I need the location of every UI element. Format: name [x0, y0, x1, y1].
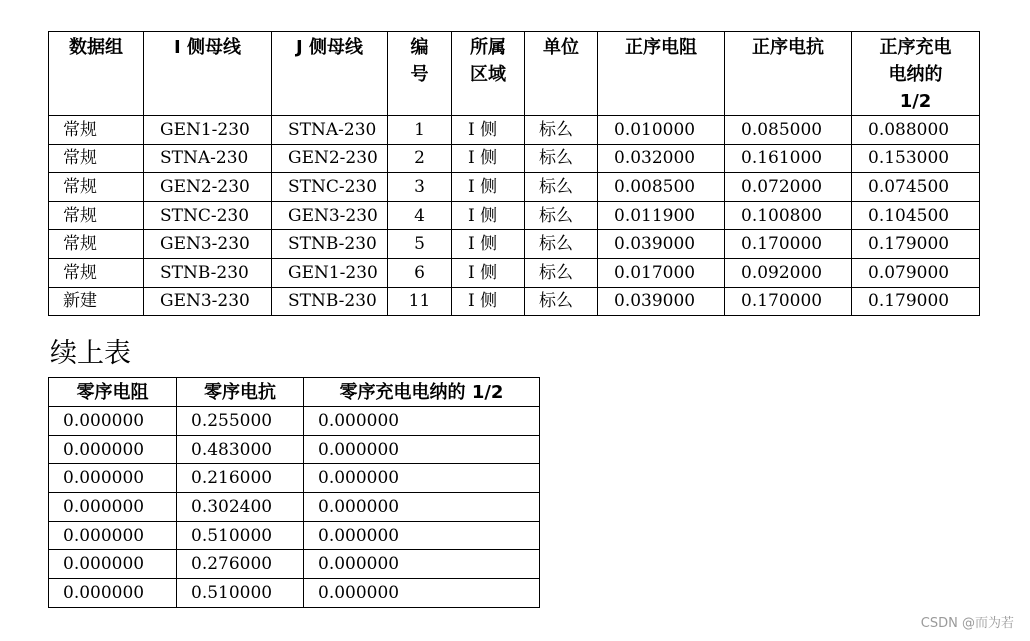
cell-j-bus: STNA-230: [272, 116, 388, 145]
header-data-group: 数据组: [49, 32, 144, 116]
header-zero-reactance: 零序电抗: [177, 378, 304, 407]
cell-positive-susceptance: 0.104500: [852, 201, 980, 230]
table-header-row: [49, 32, 980, 116]
cell-positive-susceptance: 0.079000: [852, 258, 980, 287]
cell-number: 4: [388, 201, 452, 230]
table-row: [49, 116, 980, 145]
cell-i-bus: GEN3-230: [144, 287, 272, 316]
cell-zero-resistance: 0.000000: [49, 464, 177, 493]
header-area: 所属 区域: [452, 32, 525, 116]
cell-zero-susceptance: 0.000000: [304, 550, 540, 579]
table-row: [49, 579, 540, 608]
cell-zero-resistance: 0.000000: [49, 493, 177, 522]
watermark: CSDN @而为若: [920, 616, 1014, 631]
cell-i-bus: STNB-230: [144, 258, 272, 287]
cell-zero-reactance: 0.510000: [177, 521, 304, 550]
table-row: [49, 407, 540, 436]
table-header-row: [49, 378, 540, 407]
cell-i-bus: STNA-230: [144, 144, 272, 173]
cell-unit: 标么: [525, 201, 598, 230]
zero-sequence-table: [48, 377, 540, 608]
cell-unit: 标么: [525, 116, 598, 145]
cell-zero-susceptance: 0.000000: [304, 435, 540, 464]
cell-zero-resistance: 0.000000: [49, 435, 177, 464]
cell-positive-resistance: 0.011900: [598, 201, 725, 230]
table-row: [49, 550, 540, 579]
cell-j-bus: STNB-230: [272, 230, 388, 259]
header-number: 编 号: [388, 32, 452, 116]
header-i-bus: I 侧母线: [144, 32, 272, 116]
cell-zero-reactance: 0.276000: [177, 550, 304, 579]
cell-zero-susceptance: 0.000000: [304, 521, 540, 550]
header-positive-reactance: 正序电抗: [725, 32, 852, 116]
cell-data-group: 常规: [49, 230, 144, 259]
cell-positive-susceptance: 0.074500: [852, 173, 980, 202]
cell-zero-resistance: 0.000000: [49, 579, 177, 608]
cell-j-bus: STNC-230: [272, 173, 388, 202]
cell-number: 3: [388, 173, 452, 202]
cell-positive-resistance: 0.039000: [598, 230, 725, 259]
cell-zero-susceptance: 0.000000: [304, 464, 540, 493]
table-row: [49, 258, 980, 287]
cell-positive-resistance: 0.008500: [598, 173, 725, 202]
cell-positive-reactance: 0.161000: [725, 144, 852, 173]
cell-i-bus: GEN3-230: [144, 230, 272, 259]
header-j-bus: J 侧母线: [272, 32, 388, 116]
cell-positive-susceptance: 0.179000: [852, 287, 980, 316]
cell-area: I 侧: [452, 258, 525, 287]
cell-zero-reactance: 0.483000: [177, 435, 304, 464]
cell-data-group: 常规: [49, 173, 144, 202]
cell-positive-susceptance: 0.179000: [852, 230, 980, 259]
header-zero-susceptance: 零序充电电纳的 1/2: [304, 378, 540, 407]
cell-number: 2: [388, 144, 452, 173]
cell-positive-reactance: 0.170000: [725, 287, 852, 316]
cell-area: I 侧: [452, 287, 525, 316]
cell-positive-reactance: 0.085000: [725, 116, 852, 145]
header-positive-susceptance: 正序充电 电纳的 1/2: [852, 32, 980, 116]
cell-zero-susceptance: 0.000000: [304, 407, 540, 436]
cell-area: I 侧: [452, 116, 525, 145]
cell-unit: 标么: [525, 230, 598, 259]
header-positive-resistance: 正序电阻: [598, 32, 725, 116]
cell-area: I 侧: [452, 144, 525, 173]
cell-area: I 侧: [452, 230, 525, 259]
cell-number: 11: [388, 287, 452, 316]
cell-data-group: 常规: [49, 144, 144, 173]
cell-positive-susceptance: 0.088000: [852, 116, 980, 145]
cell-unit: 标么: [525, 287, 598, 316]
cell-zero-resistance: 0.000000: [49, 407, 177, 436]
cell-positive-resistance: 0.039000: [598, 287, 725, 316]
table-row: [49, 287, 980, 316]
cell-unit: 标么: [525, 258, 598, 287]
cell-positive-resistance: 0.017000: [598, 258, 725, 287]
cell-zero-reactance: 0.510000: [177, 579, 304, 608]
table-row: [49, 144, 980, 173]
cell-zero-reactance: 0.255000: [177, 407, 304, 436]
cell-positive-reactance: 0.100800: [725, 201, 852, 230]
cell-j-bus: GEN2-230: [272, 144, 388, 173]
cell-i-bus: GEN1-230: [144, 116, 272, 145]
cell-unit: 标么: [525, 173, 598, 202]
table-row: [49, 464, 540, 493]
cell-positive-reactance: 0.092000: [725, 258, 852, 287]
table-row: [49, 173, 980, 202]
table-row: [49, 230, 980, 259]
cell-data-group: 常规: [49, 116, 144, 145]
cell-positive-reactance: 0.072000: [725, 173, 852, 202]
cell-positive-susceptance: 0.153000: [852, 144, 980, 173]
table-row: [49, 201, 980, 230]
cell-number: 6: [388, 258, 452, 287]
cell-positive-resistance: 0.010000: [598, 116, 725, 145]
cell-zero-susceptance: 0.000000: [304, 493, 540, 522]
header-unit: 单位: [525, 32, 598, 116]
cell-positive-resistance: 0.032000: [598, 144, 725, 173]
cell-number: 5: [388, 230, 452, 259]
cell-zero-resistance: 0.000000: [49, 550, 177, 579]
cell-i-bus: STNC-230: [144, 201, 272, 230]
table-row: [49, 521, 540, 550]
cell-j-bus: GEN3-230: [272, 201, 388, 230]
table-row: [49, 493, 540, 522]
cell-unit: 标么: [525, 144, 598, 173]
cell-positive-reactance: 0.170000: [725, 230, 852, 259]
cell-zero-reactance: 0.302400: [177, 493, 304, 522]
cell-area: I 侧: [452, 201, 525, 230]
line-parameter-table: [48, 31, 980, 316]
header-zero-resistance: 零序电阻: [49, 378, 177, 407]
table-row: [49, 435, 540, 464]
cell-number: 1: [388, 116, 452, 145]
cell-data-group: 新建: [49, 287, 144, 316]
cell-i-bus: GEN2-230: [144, 173, 272, 202]
cell-zero-susceptance: 0.000000: [304, 579, 540, 608]
cell-area: I 侧: [452, 173, 525, 202]
cell-zero-resistance: 0.000000: [49, 521, 177, 550]
cell-j-bus: GEN1-230: [272, 258, 388, 287]
continuation-title: 续上表: [50, 338, 131, 369]
cell-zero-reactance: 0.216000: [177, 464, 304, 493]
cell-data-group: 常规: [49, 258, 144, 287]
cell-data-group: 常规: [49, 201, 144, 230]
cell-j-bus: STNB-230: [272, 287, 388, 316]
